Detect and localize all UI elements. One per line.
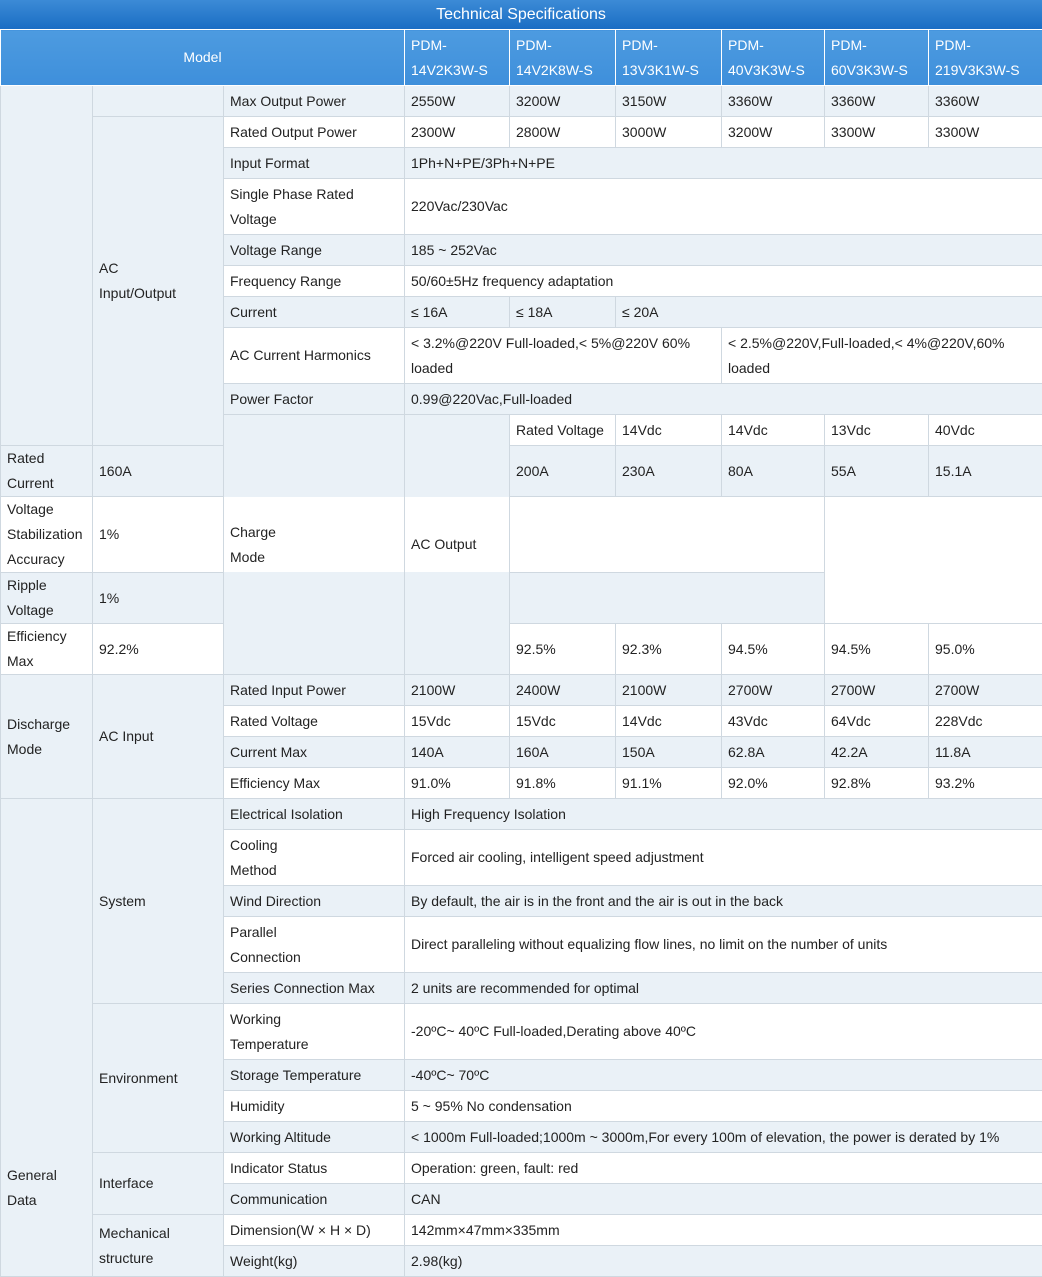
group-mechanical	[93, 1215, 224, 1277]
value-cell: 2.98(kg)	[405, 1246, 1042, 1277]
model-suffix: 13V3K1W-S	[622, 62, 699, 78]
table-row	[1, 573, 1042, 624]
value-cell: 3200W	[510, 86, 616, 117]
param-label-line: Accuracy	[7, 551, 65, 567]
value-cell: 43Vdc	[722, 706, 825, 737]
model-prefix: PDM-	[831, 37, 867, 53]
group-label: AC	[99, 260, 118, 276]
value-cell: 1%	[93, 497, 825, 573]
value-cell: 64Vdc	[825, 706, 929, 737]
category-label: Mode	[230, 549, 265, 565]
model-prefix: PDM-	[516, 37, 552, 53]
value-line: loaded	[411, 360, 453, 376]
value-cell: 3200W	[722, 117, 825, 148]
param-label	[224, 917, 405, 973]
param-label: Input Format	[224, 148, 405, 179]
value-cell: 2800W	[510, 117, 616, 148]
value-cell: 93.2%	[929, 768, 1042, 799]
model-suffix: 14V2K3W-S	[411, 62, 488, 78]
model-suffix: 219V3K3W-S	[935, 62, 1020, 78]
model-cell	[405, 30, 510, 86]
value-cell: 40Vdc	[929, 415, 1042, 446]
param-label: Current	[224, 297, 405, 328]
value-cell: 2300W	[405, 117, 510, 148]
param-label: Rated Voltage	[224, 706, 405, 737]
param-label: AC Current Harmonics	[224, 328, 405, 384]
value-cell: 95.0%	[929, 624, 1042, 675]
value-cell: 3360W	[929, 86, 1042, 117]
category-cell	[1, 86, 93, 446]
value-cell: 1Ph+N+PE/3Ph+N+PE	[405, 148, 1042, 179]
param-label: Max Output Power	[224, 86, 405, 117]
value-cell: 91.0%	[405, 768, 510, 799]
param-label	[224, 830, 405, 886]
category-label: Data	[7, 1192, 37, 1208]
value-cell: CAN	[405, 1184, 1042, 1215]
param-label: Frequency Range	[224, 266, 405, 297]
param-label-line: Parallel	[230, 924, 277, 940]
param-label-line: Temperature	[230, 1036, 309, 1052]
value-cell: 2100W	[616, 675, 722, 706]
value-cell: 2100W	[405, 675, 510, 706]
value-cell: 1%	[93, 573, 825, 624]
value-cell: -40ºC~ 70ºC	[405, 1060, 1042, 1091]
category-label: Mode	[7, 741, 42, 757]
param-label: Efficiency Max	[1, 624, 93, 675]
category-general	[1, 799, 93, 1277]
value-cell	[405, 328, 722, 384]
table-row	[1, 624, 1042, 675]
param-label-line: Cooling	[230, 837, 277, 853]
param-label: Dimension(W × H × D)	[224, 1215, 405, 1246]
value-cell: < 1000m Full-loaded;1000m ~ 3000m,For every 100m of elevation, the power is derated by 1%	[405, 1122, 1042, 1153]
value-cell: 2550W	[405, 86, 510, 117]
table-row	[1, 446, 1042, 497]
value-cell: 228Vdc	[929, 706, 1042, 737]
value-cell: 94.5%	[722, 624, 825, 675]
param-label: Efficiency Max	[224, 768, 405, 799]
param-label: Voltage Range	[224, 235, 405, 266]
category-label: General	[7, 1167, 57, 1183]
value-cell: 3300W	[929, 117, 1042, 148]
category-label: Discharge	[7, 716, 70, 732]
param-label	[224, 179, 405, 235]
value-cell: 200A	[510, 446, 616, 497]
param-label: Storage Temperature	[224, 1060, 405, 1091]
value-cell: -20ºC~ 40ºC Full-loaded,Derating above 40ºC	[405, 1004, 1042, 1060]
value-cell: ≤ 16A	[405, 297, 510, 328]
model-prefix: PDM-	[728, 37, 764, 53]
value-cell: 2700W	[825, 675, 929, 706]
spec-table	[0, 29, 1042, 1277]
param-label-line: Working	[230, 1011, 281, 1027]
group-system: System	[93, 799, 224, 1004]
value-cell: 15Vdc	[510, 706, 616, 737]
value-cell: By default, the air is in the front and the air is out in the back	[405, 886, 1042, 917]
model-suffix: 40V3K3W-S	[728, 62, 805, 78]
value-cell: 142mm×47mm×335mm	[405, 1215, 1042, 1246]
value-cell: 3360W	[825, 86, 929, 117]
value-cell: 92.0%	[722, 768, 825, 799]
value-cell: 160A	[93, 446, 224, 497]
value-cell: 14Vdc	[616, 706, 722, 737]
value-cell: 80A	[722, 446, 825, 497]
value-cell: Operation: green, fault: red	[405, 1153, 1042, 1184]
value-cell: 50/60±5Hz frequency adaptation	[405, 266, 1042, 297]
model-label: Model	[1, 30, 405, 86]
param-label: Rated Voltage	[510, 415, 616, 446]
category-discharge	[1, 675, 93, 799]
value-cell: 2700W	[722, 675, 825, 706]
value-cell: 92.5%	[510, 624, 616, 675]
header-row	[1, 30, 1042, 86]
value-cell: 62.8A	[722, 737, 825, 768]
group-label: Mechanical	[99, 1225, 170, 1241]
value-cell: 92.8%	[825, 768, 929, 799]
param-label: Power Factor	[224, 384, 405, 415]
group-cell	[93, 86, 224, 117]
group-label: Input/Output	[99, 285, 176, 301]
value-cell: 0.99@220Vac,Full-loaded	[405, 384, 1042, 415]
param-label: Indicator Status	[224, 1153, 405, 1184]
param-label: Wind Direction	[224, 886, 405, 917]
value-cell: 92.2%	[93, 624, 224, 675]
value-cell: 3300W	[825, 117, 929, 148]
value-cell: 91.1%	[616, 768, 722, 799]
group-ac-input: AC Input	[93, 675, 224, 799]
group-label: structure	[99, 1250, 153, 1266]
param-label-line: Voltage	[230, 211, 277, 227]
value-cell: 55A	[825, 446, 929, 497]
param-label: Electrical Isolation	[224, 799, 405, 830]
model-cell	[825, 30, 929, 86]
value-cell: 42.2A	[825, 737, 929, 768]
param-label: Current Max	[224, 737, 405, 768]
value-line: loaded	[728, 360, 770, 376]
param-label: Rated Current	[1, 446, 93, 497]
param-label: Ripple Voltage	[1, 573, 93, 624]
model-cell	[616, 30, 722, 86]
model-cell	[722, 30, 825, 86]
param-label: Humidity	[224, 1091, 405, 1122]
value-cell	[722, 328, 1042, 384]
value-cell: 15Vdc	[405, 706, 510, 737]
param-label-line: Method	[230, 862, 277, 878]
value-cell: 2400W	[510, 675, 616, 706]
value-cell: 13Vdc	[825, 415, 929, 446]
param-label: Working Altitude	[224, 1122, 405, 1153]
table-row	[1, 1004, 1042, 1060]
table-row	[1, 86, 1042, 117]
model-suffix: 14V2K8W-S	[516, 62, 593, 78]
value-cell: Direct paralleling without equalizing flow lines, no limit on the number of units	[405, 917, 1042, 973]
param-label	[224, 1004, 405, 1060]
value-cell: 92.3%	[616, 624, 722, 675]
param-label: Communication	[224, 1184, 405, 1215]
table-row	[1, 117, 1042, 148]
table-row	[1, 497, 1042, 573]
value-cell: 5 ~ 95% No condensation	[405, 1091, 1042, 1122]
value-cell: 3000W	[616, 117, 722, 148]
model-prefix: PDM-	[622, 37, 658, 53]
value-cell: 185 ~ 252Vac	[405, 235, 1042, 266]
value-cell: 14Vdc	[616, 415, 722, 446]
table-row	[1, 799, 1042, 830]
value-cell: 150A	[616, 737, 722, 768]
param-label: Rated Output Power	[224, 117, 405, 148]
value-cell: High Frequency Isolation	[405, 799, 1042, 830]
value-cell: Forced air cooling, intelligent speed adjustment	[405, 830, 1042, 886]
value-cell: ≤ 20A	[616, 297, 1042, 328]
value-cell: 3150W	[616, 86, 722, 117]
value-cell: 140A	[405, 737, 510, 768]
table-row	[1, 675, 1042, 706]
group-ac-output: AC Output	[405, 415, 510, 675]
value-cell: 160A	[510, 737, 616, 768]
value-cell: 2 units are recommended for optimal	[405, 973, 1042, 1004]
value-cell: 230A	[616, 446, 722, 497]
model-cell	[929, 30, 1042, 86]
value-cell: 220Vac/230Vac	[405, 179, 1042, 235]
param-label	[1, 497, 93, 573]
table-row	[1, 1153, 1042, 1184]
value-cell: 2700W	[929, 675, 1042, 706]
model-prefix: PDM-	[935, 37, 971, 53]
value-line: < 3.2%@220V Full-loaded,< 5%@220V 60%	[411, 335, 690, 351]
group-ac-io	[93, 117, 224, 446]
model-prefix: PDM-	[411, 37, 447, 53]
table-title: Technical Specifications	[0, 0, 1042, 30]
value-cell: 15.1A	[929, 446, 1042, 497]
group-environment: Environment	[93, 1004, 224, 1153]
param-label-line: Single Phase Rated	[230, 186, 354, 202]
value-cell: ≤ 18A	[510, 297, 616, 328]
model-suffix: 60V3K3W-S	[831, 62, 908, 78]
table-row	[1, 1215, 1042, 1246]
group-interface: Interface	[93, 1153, 224, 1215]
param-label: Weight(kg)	[224, 1246, 405, 1277]
value-cell: 11.8A	[929, 737, 1042, 768]
param-label: Series Connection Max	[224, 973, 405, 1004]
model-cell	[510, 30, 616, 86]
param-label: Rated Input Power	[224, 675, 405, 706]
value-cell: 3360W	[722, 86, 825, 117]
value-cell: 14Vdc	[722, 415, 825, 446]
category-label: Charge	[230, 524, 276, 540]
value-cell: 91.8%	[510, 768, 616, 799]
param-label-line: Connection	[230, 949, 301, 965]
value-cell: 94.5%	[825, 624, 929, 675]
param-label-line: Voltage Stabilization	[7, 501, 83, 542]
value-line: < 2.5%@220V,Full-loaded,< 4%@220V,60%	[728, 335, 1004, 351]
